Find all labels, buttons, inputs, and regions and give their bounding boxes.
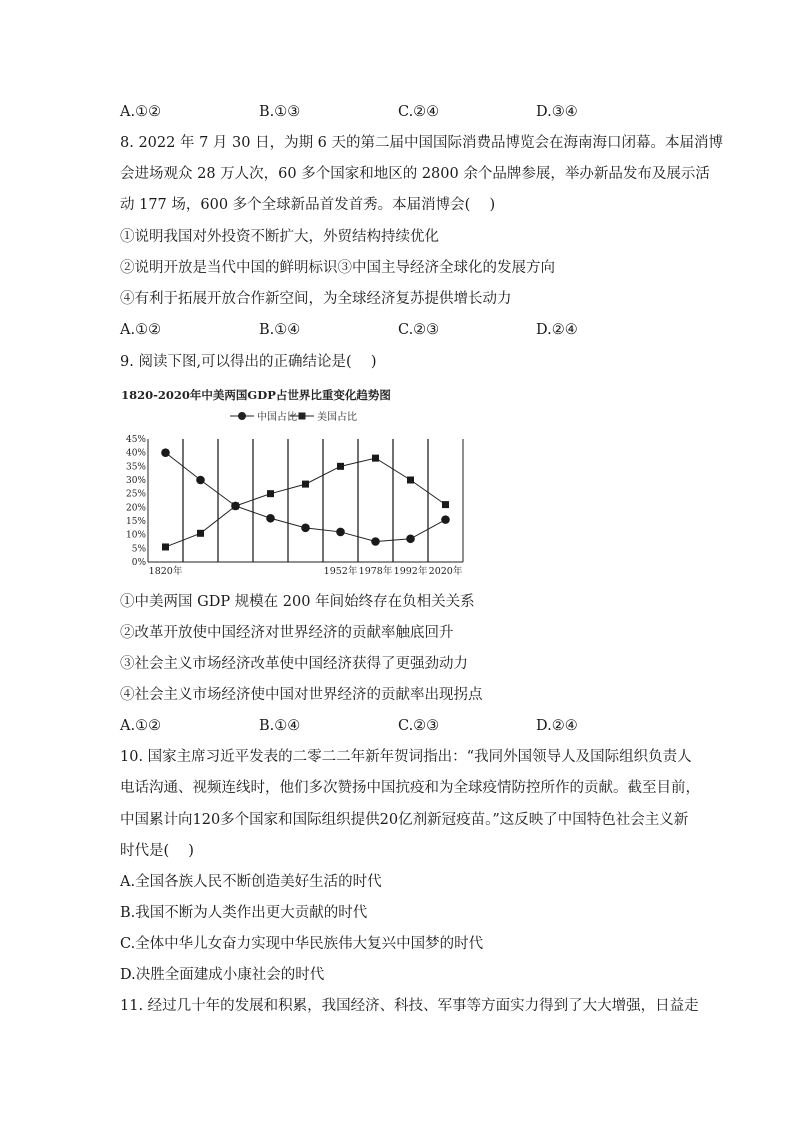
q8-option-d: D.②④	[536, 322, 578, 338]
gdp-share-line-chart	[118, 382, 470, 582]
china-point	[441, 515, 450, 524]
q10-option-c: C.全体中华儿女奋力实现中华民族伟大复兴中国梦的时代	[120, 936, 484, 952]
q8-option-c: C.②③	[398, 322, 440, 338]
q10-stem-line-2: 电话沟通、视频连线时，他们多次赞扬中国抗疫和为全球疫情防控所作的贡献。截至目前，	[120, 780, 700, 796]
chart-title: 1820-2020年中美两国GDP占世界比重变化趋势图	[121, 388, 391, 402]
q7-option-a: A.①②	[120, 104, 162, 120]
legend-marker-circle	[238, 412, 246, 420]
chart-grid	[183, 439, 428, 562]
q10-stem-line-3: 中国累计向120多个国家和国际组织提供20亿剂新冠疫苗。”这反映了中国特色社会主义新	[120, 812, 689, 828]
q9-stem: 9. 阅读下图,可以得出的正确结论是( )	[120, 354, 377, 370]
legend-label-1: 中国占比	[257, 412, 297, 423]
china-point	[406, 534, 415, 543]
usa-point	[372, 455, 379, 462]
q8-options	[120, 320, 680, 340]
q8-option-b: B.①④	[259, 322, 301, 338]
y-tick-label: 15%	[125, 517, 146, 527]
q7-option-d: D.③④	[536, 104, 578, 120]
chart-series	[161, 448, 450, 550]
q10-option-b: B.我国不断为人类作出更大贡献的时代	[120, 905, 368, 921]
usa-point	[442, 501, 449, 508]
q9-option-d: D.②④	[536, 718, 578, 734]
q10-option-d: D.决胜全面建成小康社会的时代	[120, 967, 325, 983]
usa-point	[407, 477, 414, 484]
x-tick-label: 1992年	[393, 566, 428, 577]
china-point	[336, 528, 345, 537]
y-tick-label: 45%	[125, 435, 146, 445]
q9-option-a: A.①②	[120, 718, 162, 734]
q7-option-c: C.②④	[398, 104, 440, 120]
q10-stem-line-1: 10. 国家主席习近平发表的二零二二年新年贺词指出：“我同外国领导人及国际组织负责人	[120, 749, 692, 765]
q9-option-b: B.①④	[259, 718, 301, 734]
q8-stem-line-2: 会进场观众 28 万人次，60 多个国家和地区的 2800 余个品牌参展，举办新品发布及展示活	[120, 166, 710, 182]
q8-statement-3: ④有利于拓展开放合作新空间，为全球经济复苏提供增长动力	[120, 291, 512, 307]
chart-legend	[230, 410, 357, 423]
x-tick-label: 2020年	[428, 566, 463, 577]
y-tick-label: 10%	[125, 530, 146, 541]
q8-statement-1: ①说明我国对外投资不断扩大，外贸结构持续优化	[120, 229, 439, 245]
q8-statement-2: ②说明开放是当代中国的鲜明标识③中国主导经济全球化的发展方向	[120, 260, 555, 276]
usa-point	[232, 502, 239, 509]
legend-marker-square	[299, 413, 306, 420]
q9-statement-4: ④社会主义市场经济使中国对世界经济的贡献率出现拐点	[120, 687, 483, 703]
y-tick-label: 20%	[125, 503, 146, 514]
x-tick-label: 1952年	[323, 566, 358, 577]
q9-options	[120, 716, 680, 736]
q8-option-a: A.①②	[120, 322, 162, 338]
q9-statement-2: ②改革开放使中国经济对世界经济的贡献率触底回升	[120, 625, 454, 641]
series-line-2	[166, 458, 446, 547]
china-point	[161, 448, 170, 457]
q8-stem-line-1: 8. 2022 年 7 月 30 日，为期 6 天的第二届中国国际消费品博览会在海南海口闭幕。本届消博	[120, 135, 724, 151]
q11-stem-line-1: 11. 经过几十年的发展和积累，我国经济、科技、军事等方面实力得到了大大增强，日益走	[120, 998, 699, 1014]
y-tick-label: 40%	[125, 448, 146, 459]
china-point	[266, 514, 275, 523]
usa-point	[337, 463, 344, 470]
china-point	[301, 524, 310, 533]
y-tick-label: 35%	[125, 462, 146, 473]
chart-y-tick-labels	[126, 435, 146, 568]
q9-option-c: C.②③	[398, 718, 440, 734]
usa-point	[162, 543, 169, 550]
q7-options	[120, 102, 680, 122]
q10-option-a: A.全国各族人民不断创造美好生活的时代	[120, 874, 382, 890]
x-tick-label: 1820年	[148, 566, 183, 577]
y-tick-label: 0%	[131, 558, 146, 568]
chart-axes	[148, 439, 463, 562]
usa-point	[197, 530, 204, 537]
q9-statement-1: ①中美两国 GDP 规模在 200 年间始终存在负相关关系	[120, 594, 475, 610]
chart-x-tick-labels	[149, 565, 463, 577]
legend-label-2: 美国占比	[317, 412, 357, 423]
china-point	[371, 537, 380, 546]
q8-stem-line-3: 动 177 场，600 多个全球新品首发首秀。本届消博会( )	[120, 197, 496, 213]
china-point	[196, 476, 205, 485]
x-tick-label: 1978年	[358, 566, 393, 577]
q7-option-b: B.①③	[259, 104, 301, 120]
usa-point	[302, 481, 309, 488]
q10-stem-line-4: 时代是( )	[120, 843, 194, 859]
y-tick-label: 25%	[125, 489, 146, 500]
usa-point	[267, 490, 274, 497]
y-tick-label: 5%	[131, 544, 146, 555]
q9-statement-3: ③社会主义市场经济改革使中国经济获得了更强劲动力	[120, 656, 468, 672]
y-tick-label: 30%	[125, 476, 146, 486]
